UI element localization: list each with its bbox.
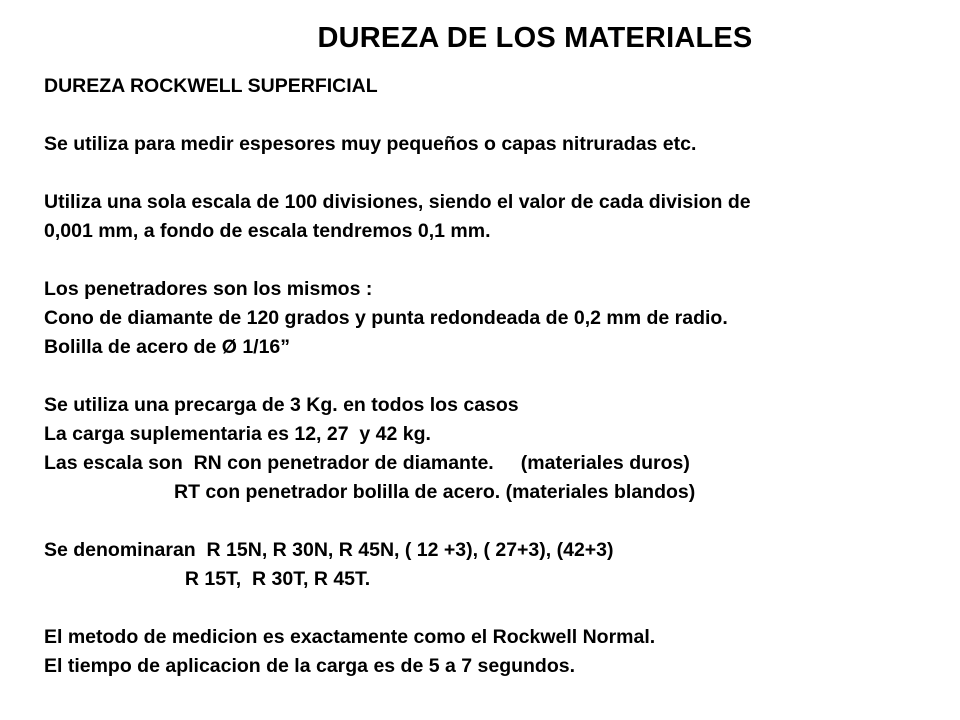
slide-title: DUREZA DE LOS MATERIALES <box>317 22 753 54</box>
paragraph-denominacion-line-2: R 15T, R 30T, R 45T. <box>44 568 371 590</box>
section-heading: DUREZA ROCKWELL SUPERFICIAL <box>44 75 378 97</box>
paragraph-penetradores-line-1: Los penetradores son los mismos : <box>44 278 373 300</box>
paragraph-penetradores-line-2: Cono de diamante de 120 grados y punta redondeada de 0,2 mm de radio. <box>44 307 728 329</box>
paragraph-metodo-line-2: El tiempo de aplicacion de la carga es de 5 a 7 segundos. <box>44 655 576 677</box>
blank-line <box>44 594 944 623</box>
paragraph-denominacion-line-1: Se denominaran R 15N, R 30N, R 45N, ( 12 +3), ( 27+3), (42+3) <box>44 539 614 561</box>
slide-body <box>44 72 944 681</box>
paragraph-metodo-line-1: El metodo de medicion es exactamente como el Rockwell Normal. <box>44 626 656 648</box>
paragraph-carga-line-2: La carga suplementaria es 12, 27 y 42 kg. <box>44 423 431 445</box>
paragraph-uso: Se utiliza para medir espesores muy pequeños o capas nitruradas etc. <box>44 133 697 155</box>
paragraph-carga-line-1: Se utiliza una precarga de 3 Kg. en todos los casos <box>44 394 519 416</box>
blank-line <box>44 101 944 130</box>
paragraph-escala-line-2: 0,001 mm, a fondo de escala tendremos 0,1 mm. <box>44 220 491 242</box>
blank-line <box>44 507 944 536</box>
blank-line <box>44 159 944 188</box>
blank-line <box>44 246 944 275</box>
paragraph-carga-line-4: RT con penetrador bolilla de acero. (materiales blandos) <box>44 481 696 503</box>
blank-line <box>44 362 944 391</box>
paragraph-penetradores-line-3: Bolilla de acero de Ø 1/16” <box>44 336 291 358</box>
paragraph-escala-line-1: Utiliza una sola escala de 100 divisiones, siendo el valor de cada division de <box>44 191 751 213</box>
paragraph-carga-line-3: Las escala son RN con penetrador de diamante. (materiales duros) <box>44 452 690 474</box>
